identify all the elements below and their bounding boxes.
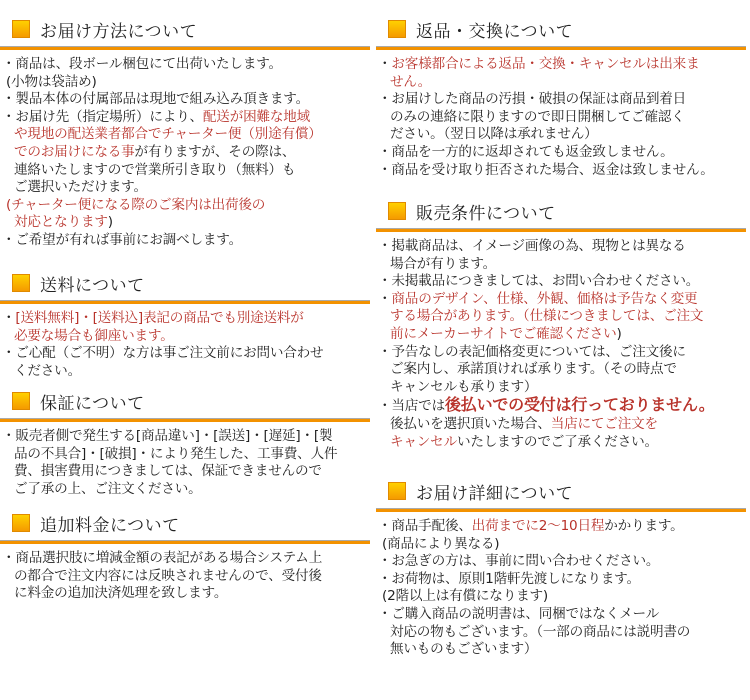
text-segment: (2階以上は有償になります) [382, 588, 548, 605]
text-segment: ・ご希望が有れば事前にお調べします。 [2, 231, 242, 248]
text-line [376, 416, 746, 434]
highlighted-text: 当店にてご注文を [550, 415, 658, 432]
heading-divider [0, 46, 370, 50]
section-returns [376, 16, 746, 179]
text-segment: ・商品を一方的に返却されても返金致しません。 [378, 143, 674, 160]
highlighted-text: する場合があります。（仕様につきましては、ご注文 [390, 308, 704, 325]
orange-square-icon [12, 514, 30, 532]
text-line [376, 536, 746, 554]
highlighted-text: 必要な場合も御座います。 [14, 327, 174, 344]
highlighted-text: や現地の配送業者都合でチャーター便（別途有償） [14, 126, 322, 143]
section-title: 返品・交換について [416, 22, 574, 42]
section-delivery-details [376, 478, 746, 659]
highlighted-text: 後払いでの受付は行っておりません。 [444, 395, 715, 415]
text-line [0, 179, 370, 197]
text-line [376, 273, 746, 291]
highlighted-text: 対応となります [14, 214, 108, 231]
text-line [376, 291, 746, 309]
text-line [376, 571, 746, 589]
highlighted-text: せん。 [390, 73, 431, 90]
text-segment: ・掲載商品は、イメージ画像の為、現物とは異なる [378, 238, 686, 254]
text-segment: ・商品選択肢に増減金額の表記がある場合システム上 [2, 550, 323, 566]
text-line [376, 379, 746, 397]
text-line [0, 446, 370, 464]
text-line [0, 74, 370, 92]
text-line [376, 238, 746, 256]
text-segment: 品の不具合]・[破損]・により発生した、工事費、人件 [14, 445, 338, 462]
heading-divider [0, 418, 370, 422]
text-segment: ご選択いただけます。 [14, 179, 147, 196]
section-heading [0, 16, 370, 46]
text-line [376, 91, 746, 109]
text-line [376, 518, 746, 536]
highlighted-text: [送料無料]・[送料込]表記の商品でも別途送料が [15, 310, 304, 326]
text-segment: ・ [378, 56, 392, 72]
text-segment: ) [616, 325, 622, 342]
text-segment: キャンセルも承ります） [390, 378, 538, 395]
section-title: 送料について [40, 276, 145, 296]
text-line [376, 144, 746, 162]
section-heading [376, 16, 746, 46]
text-segment: ・お急ぎの方は、事前に問い合わせください。 [378, 553, 660, 570]
text-segment: ・未掲載品につきましては、お問い合わせください。 [378, 273, 700, 290]
section-sales-terms [376, 198, 746, 451]
text-line [376, 344, 746, 362]
text-line [376, 553, 746, 571]
highlighted-text: 前にメーカーサイトでご確認ください [390, 325, 617, 342]
text-segment: かかります。 [604, 518, 684, 534]
heading-divider [376, 508, 746, 512]
text-line [0, 162, 370, 180]
section-heading [0, 270, 370, 300]
text-line [376, 326, 746, 344]
section-shipping-fee [0, 270, 370, 380]
text-segment: 費、損害費用につきましては、保証できませんので [14, 463, 322, 480]
section-heading [376, 198, 746, 228]
text-segment: 後払いを選択頂いた場合、 [390, 415, 551, 432]
text-segment: ・ [2, 310, 16, 326]
text-line [0, 126, 370, 144]
highlighted-text: (チャーター便になる際のご案内は出荷後の [6, 196, 266, 213]
text-line [0, 109, 370, 127]
text-line [0, 363, 370, 381]
text-segment: に料金の追加決済処理を致します。 [14, 585, 228, 602]
text-segment: 対応の物もございます。（一部の商品には説明書の [390, 623, 691, 640]
text-segment: ださい。（翌日以降は承れません） [390, 126, 598, 143]
heading-divider [376, 46, 746, 50]
section-title: お届け詳細について [416, 484, 574, 504]
section-warranty [0, 388, 370, 498]
text-line [0, 91, 370, 109]
text-segment: の都合で注文内容には反映されませんので、受付後 [14, 567, 322, 584]
text-line [376, 396, 746, 416]
highlighted-text: お客様都合による返品・交換・キャンセルは出来ま [391, 56, 700, 72]
text-segment: ) [107, 214, 113, 231]
section-title: 追加料金について [40, 516, 180, 536]
section-heading [0, 388, 370, 418]
text-segment: いたしますのでご了承ください。 [456, 433, 658, 450]
text-line [0, 428, 370, 446]
section-heading [0, 510, 370, 540]
text-segment: ・予告なしの表記価格変更については、ご注文後に [378, 343, 686, 360]
text-line [376, 641, 746, 659]
highlighted-text: キャンセル [390, 433, 457, 450]
section-additional-fee [0, 510, 370, 603]
text-segment: ・ [378, 290, 392, 307]
text-segment: ・お届け先（指定場所）により、 [2, 108, 203, 125]
text-line [0, 463, 370, 481]
text-segment: ・ご心配（ご不明）な方は事ご注文前にお問い合わせ [2, 345, 324, 362]
text-segment: ・ご購入商品の説明書は、同梱ではなくメール [378, 605, 659, 622]
text-segment: ・お届けした商品の汚損・破損の保証は商品到着日 [378, 91, 687, 108]
text-line [0, 310, 370, 328]
highlighted-text: でのお届けになる事 [14, 143, 135, 160]
orange-square-icon [12, 20, 30, 38]
text-line [376, 361, 746, 379]
text-segment: 場合が有ります。 [390, 255, 497, 272]
text-line [0, 232, 370, 250]
section-heading [376, 478, 746, 508]
text-segment: ・商品は、段ボール梱包にて出荷いたします。 [2, 56, 282, 72]
text-segment: ご了承の上、ご注文ください。 [14, 480, 202, 497]
section-title: お届け方法について [40, 22, 198, 42]
text-segment: のみの連絡に限りますので即日開梱してご確認く [390, 108, 685, 125]
orange-square-icon [12, 274, 30, 292]
text-line [376, 606, 746, 624]
text-line [0, 56, 370, 74]
text-line [0, 481, 370, 499]
text-line [0, 328, 370, 346]
text-line [0, 144, 370, 162]
text-segment: ご案内し、承諾頂ければ承ります。（その時点で [390, 361, 677, 378]
heading-divider [376, 228, 746, 232]
section-delivery-method [0, 16, 370, 250]
text-segment: (小物は袋詰め) [6, 73, 97, 90]
text-segment: 連絡いたしますので営業所引き取り（無料）も [14, 161, 296, 178]
highlighted-text: 商品のデザイン、仕様、外観、価格は予告なく変更 [391, 290, 698, 307]
text-line [0, 197, 370, 215]
text-line [376, 109, 746, 127]
text-segment: 無いものもございます） [390, 641, 538, 658]
text-segment: ・商品手配後、 [378, 518, 472, 534]
orange-square-icon [388, 482, 406, 500]
text-segment: ・当店では [378, 398, 445, 415]
text-line [376, 56, 746, 74]
text-line [0, 345, 370, 363]
orange-square-icon [388, 20, 406, 38]
text-segment: ・商品を受け取り拒否された場合、返金は致しません。 [378, 161, 714, 178]
heading-divider [0, 540, 370, 544]
highlighted-text: 出荷までに2〜10日程 [471, 518, 605, 534]
highlighted-text: 配送が困難な地域 [202, 108, 311, 125]
text-segment: ください。 [14, 362, 81, 379]
text-line [0, 550, 370, 568]
text-segment: ・製品本体の付属部品は現地で組み込み頂きます。 [2, 91, 309, 108]
text-line [0, 214, 370, 232]
orange-square-icon [388, 202, 406, 220]
text-segment: ・お荷物は、原則1階軒先渡しになります。 [378, 570, 640, 587]
text-line [0, 585, 370, 603]
text-line [376, 256, 746, 274]
text-line [376, 162, 746, 180]
text-line [376, 308, 746, 326]
text-line [376, 74, 746, 92]
text-line [376, 624, 746, 642]
section-title: 保証について [40, 394, 145, 414]
text-line [376, 588, 746, 606]
orange-square-icon [12, 392, 30, 410]
text-segment: (商品により異なる) [382, 535, 500, 552]
text-segment: が有りますが、その際は、 [134, 143, 296, 160]
heading-divider [0, 300, 370, 304]
section-title: 販売条件について [416, 204, 556, 224]
text-line [376, 434, 746, 452]
text-line [0, 568, 370, 586]
text-line [376, 126, 746, 144]
text-segment: ・販売者側で発生する[商品違い]・[誤送]・[遅延]・[製 [2, 428, 333, 444]
